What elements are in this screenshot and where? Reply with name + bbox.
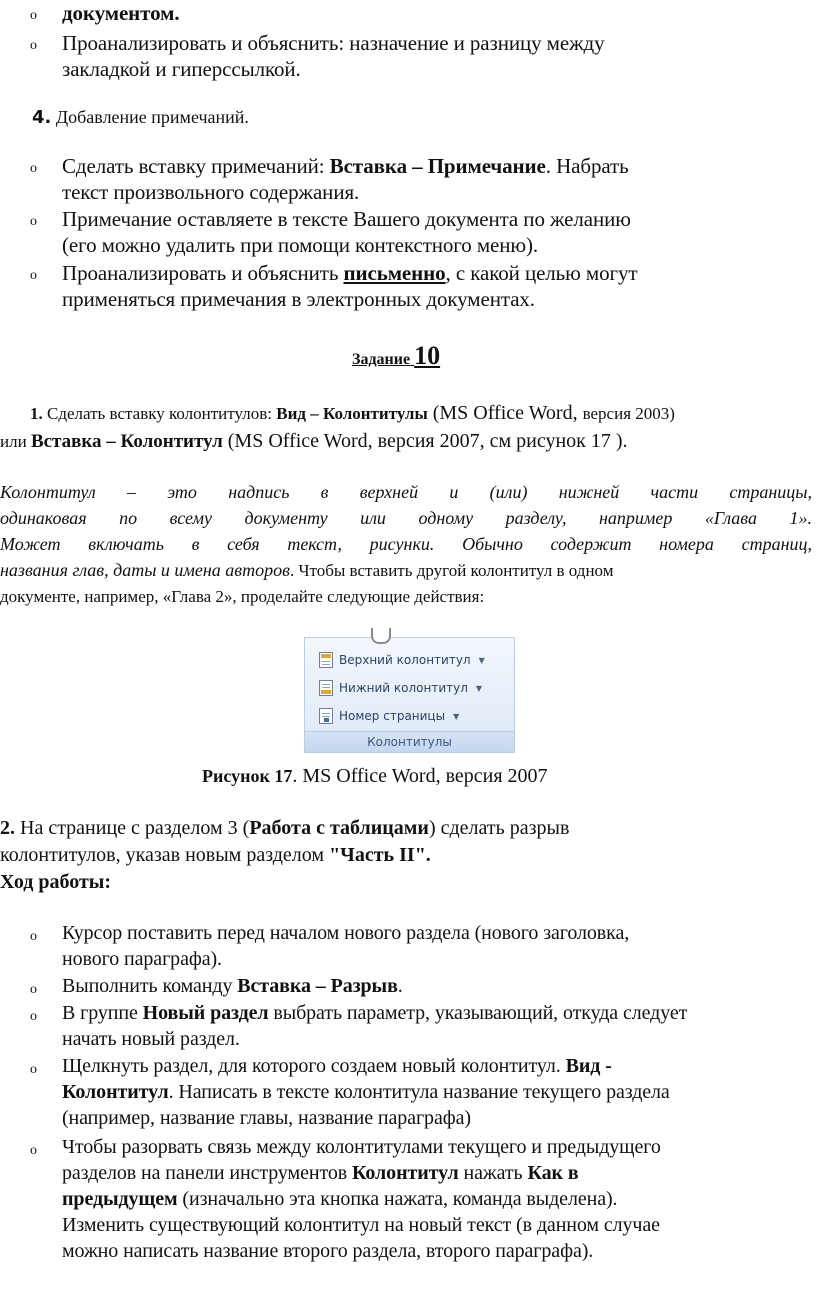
task-heading: Задание 10 [352, 341, 441, 370]
workflow-title: Ход работы: [0, 871, 112, 893]
ribbon-knob-decoration [371, 628, 391, 644]
bullet: o [30, 1009, 37, 1024]
footer-icon [319, 680, 333, 696]
list-item: Чтобы разорвать связь между колонтитулами текущего и предыдущего разделов на панели инструментов Колонтитул нажать Как в предыдущем (изначально эта кнопка нажата, команда выделена). Изменить существующий колонтитул на новый текст (в данном случае можно написать название второго раздела, второго параграфа). [62, 1136, 661, 1262]
list-item: Примечание оставляете в тексте Вашего документа по желанию (его можно удалить при помощи контекстного меню). [62, 207, 631, 257]
bullet: o [30, 929, 37, 944]
task-paragraph-2-cont: колонтитулов, указав новым разделом "Часть II". [0, 844, 431, 866]
bullet: o [30, 214, 37, 229]
page-number-button[interactable]: Номер страницы ▼ [319, 705, 459, 727]
list-item: Проанализировать и объяснить письменно, с какой целью могут применяться примечания в электронных документах. [62, 261, 638, 311]
task-paragraph-cont: или Вставка – Колонтитул (MS Office Word, версия 2007, см рисунок 17 ). [0, 430, 628, 452]
figure-caption: Рисунок 17. MS Office Word, версия 2007 [202, 765, 548, 787]
list-item: Проанализировать и объяснить: назначение и разницу между закладкой и гиперссылкой. [62, 31, 605, 81]
bullet: o [30, 1062, 37, 1077]
list-item: Курсор поставить перед началом нового раздела (нового заголовка, нового параграфа). [62, 922, 630, 970]
bullet: o [30, 982, 37, 997]
header-icon [319, 652, 333, 668]
dropdown-arrow-icon: ▼ [453, 711, 460, 721]
task-paragraph-2: 2. На странице с разделом 3 (Работа с таблицами) сделать разрыв [0, 817, 570, 839]
bullet: o [30, 268, 37, 283]
footer-button[interactable]: Нижний колонтитул ▼ [319, 677, 482, 699]
header-button[interactable]: Верхний колонтитул ▼ [319, 649, 485, 671]
bullet: o [30, 38, 37, 53]
section-heading: 4. Добавление примечаний. [32, 107, 249, 128]
bullet: o [30, 161, 37, 176]
list-item: Выполнить команду Вставка – Разрыв. [62, 975, 403, 997]
dropdown-arrow-icon: ▼ [475, 683, 483, 693]
bullet: o [30, 8, 37, 23]
definition-block: Колонтитул – это надпись в верхней и (или) нижней части страницы, одинаковая по всему документу или одному разделу, например «Глава 1». Может включать в себя текст, рисунки. Обычно содержит номера страниц, названия глав, даты и имена авторов. Чтобы вставить другой колонтитул в одном документе, например, «Глава 2», проделайте следующие действия: [0, 482, 812, 606]
dropdown-arrow-icon: ▼ [478, 655, 485, 665]
list-item: В группе Новый раздел выбрать параметр, указывающий, откуда следует начать новый раздел. [62, 1002, 688, 1050]
bullet: o [30, 1143, 37, 1158]
page-number-icon [319, 708, 333, 724]
list-item: документом. [62, 1, 180, 25]
list-item: Сделать вставку примечаний: Вставка – Примечание. Набрать текст произвольного содержания. [62, 154, 629, 204]
list-item: Щелкнуть раздел, для которого создаем новый колонтитул. Вид - Колонтитул. Написать в тексте колонтитула название текущего раздела (например, название главы, название параграфа) [62, 1055, 670, 1129]
ribbon-group-label: Колонтитулы [305, 731, 514, 752]
ribbon-header-footer-group [304, 637, 515, 753]
task-paragraph: 1. Сделать вставку колонтитулов: Вид – Колонтитулы (MS Office Word, версия 2003) [30, 402, 675, 424]
